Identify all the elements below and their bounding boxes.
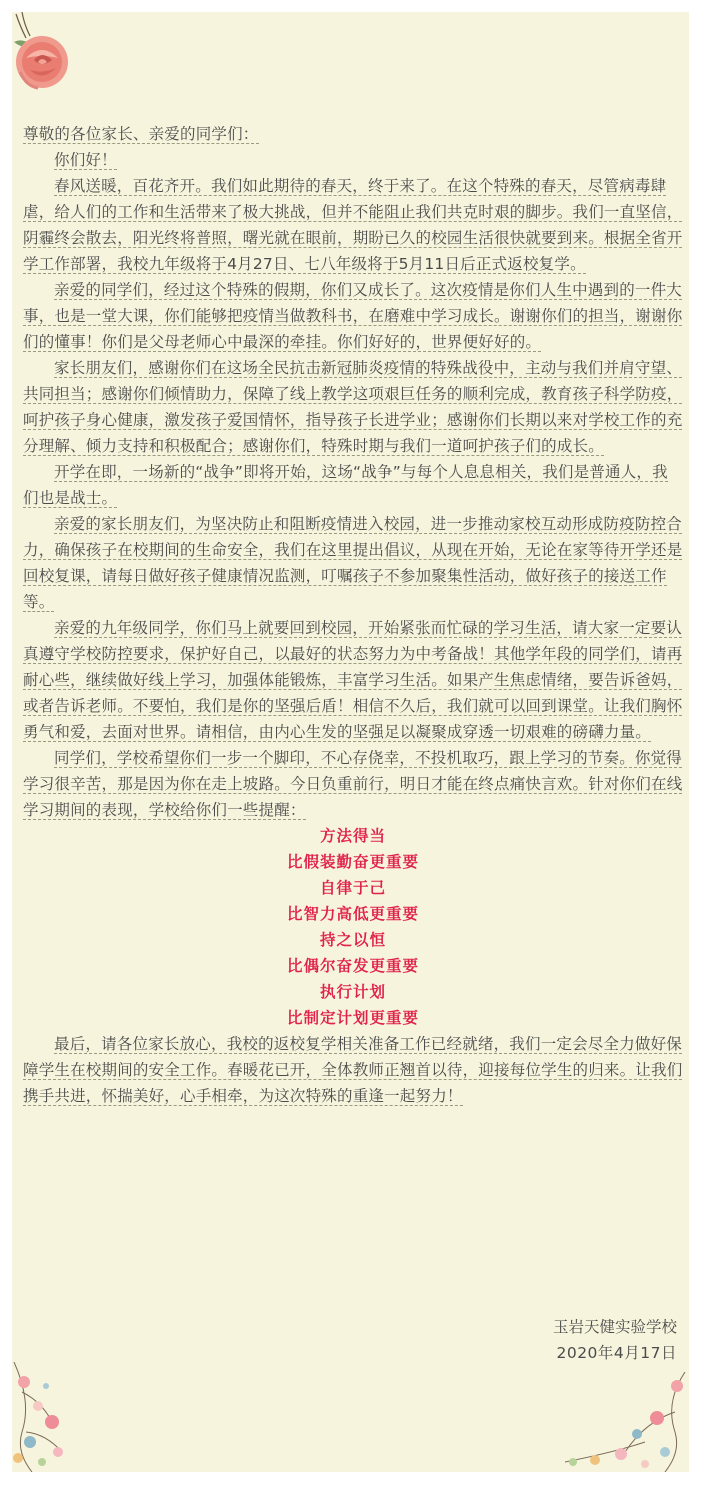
paragraph: 亲爱的家长朋友们，为坚决防止和阻断疫情进入校园，进一步推动家校互动形成防疫防控合力，确保孩子在校期间的生命安全，我们在这里提出倡议，从现在开始，无论在家等待开学还是回校复课，请每日做好孩子健康情况监测，叮嘱孩子不参加聚集性活动，做好孩子的接送工作等。	[23, 515, 683, 611]
reminder-line: 执行计划	[319, 983, 386, 1001]
greeting: 尊敬的各位家长、亲爱的同学们：	[23, 125, 259, 143]
closing-paragraph: 最后，请各位家长放心，我校的返校复学相关准备工作已经就绪，我们一定会尽全力做好保障学生在校期间的安全工作。春暖花已开，全体教师正翘首以待，迎接每位学生的归来。让我们携手共进，怀揣美好，心手相牵，为这次特殊的重逢一起努力！	[23, 1035, 683, 1105]
paragraph: 亲爱的同学们，经过这个特殊的假期，你们又成长了。这次疫情是你们人生中遇到的一件大事，也是一堂大课，你们能够把疫情当做教科书，在磨难中学习成长。谢谢你们的担当，谢谢你们的懂事！你们是父母老师心中最深的牵挂。你们好好的，世界便好好的。	[23, 281, 683, 351]
paragraph: 开学在即，一场新的“战争”即将开始，这场“战争”与每个人息息相关，我们是普通人，我们也是战士。	[23, 463, 668, 507]
floral-decoration-left-icon	[12, 1362, 82, 1472]
paragraph: 同学们，学校希望你们一步一个脚印，不心存侥幸，不投机取巧，跟上学习的节奏。你觉得学习很辛苦，那是因为你在走上坡路。今日负重前行，明日才能在终点痛快言欢。针对你们在线学习期间的表现，学校给你们一些提醒：	[23, 749, 683, 819]
paragraph: 春风送暖，百花齐开。我们如此期待的春天，终于来了。在这个特殊的春天，尽管病毒肆虐，给人们的工作和生活带来了极大挑战，但并不能阻止我们共克时艰的脚步。我们一直坚信，阴霾终会散去，阳光终将普照，曙光就在眼前，期盼已久的校园生活很快就要到来。根据全省开学工作部署，我校九年级将于4月27日、七八年级将于5月11日后正式返校复学。	[23, 177, 683, 273]
letter-body	[23, 121, 683, 1109]
reminder-line: 比偶尔奋发更重要	[286, 957, 419, 975]
letter-paper	[12, 12, 689, 1472]
signature-date: 2020年4月17日	[556, 1344, 677, 1362]
reminder-line: 方法得当	[319, 827, 386, 845]
reminder-line: 比智力高低更重要	[286, 905, 419, 923]
paragraph: 你们好！	[54, 151, 117, 169]
paragraph: 亲爱的九年级同学，你们马上就要回到校园，开始紧张而忙碌的学习生活，请大家一定要认真遵守学校防控要求，保护好自己，以最好的状态努力为中考备战！其他学年段的同学们，请再耐心些，继续做好线上学习，加强体能锻炼，丰富学习生活。如果产生焦虑情绪，要告诉爸妈，或者告诉老师。不要怕，我们是你的坚强后盾！相信不久后，我们就可以回到课堂。让我们胸怀勇气和爱，去面对世界。请相信，由内心生发的坚强足以凝聚成穿透一切艰难的磅礴力量。	[23, 619, 683, 741]
reminder-line: 比制定计划更重要	[286, 1009, 419, 1027]
reminder-line: 比假装勤奋更重要	[286, 853, 419, 871]
paragraph: 家长朋友们，感谢你们在这场全民抗击新冠肺炎疫情的特殊战役中，主动与我们并肩守望、共同担当；感谢你们倾情助力，保障了线上教学这项艰巨任务的顺利完成，教育孩子科学防疫，呵护孩子身心健康，激发孩子爱国情怀，指导孩子长进学业；感谢你们长期以来对学校工作的充分理解、倾力支持和积极配合；感谢你们，特殊时期与我们一道呵护孩子们的成长。	[23, 359, 683, 455]
school-signature: 玉岩天健实验学校	[552, 1318, 677, 1336]
floral-decoration-right-icon	[545, 1372, 689, 1472]
rose-icon	[12, 12, 72, 104]
reminder-line: 自律于己	[319, 879, 386, 897]
reminder-line: 持之以恒	[319, 931, 386, 949]
